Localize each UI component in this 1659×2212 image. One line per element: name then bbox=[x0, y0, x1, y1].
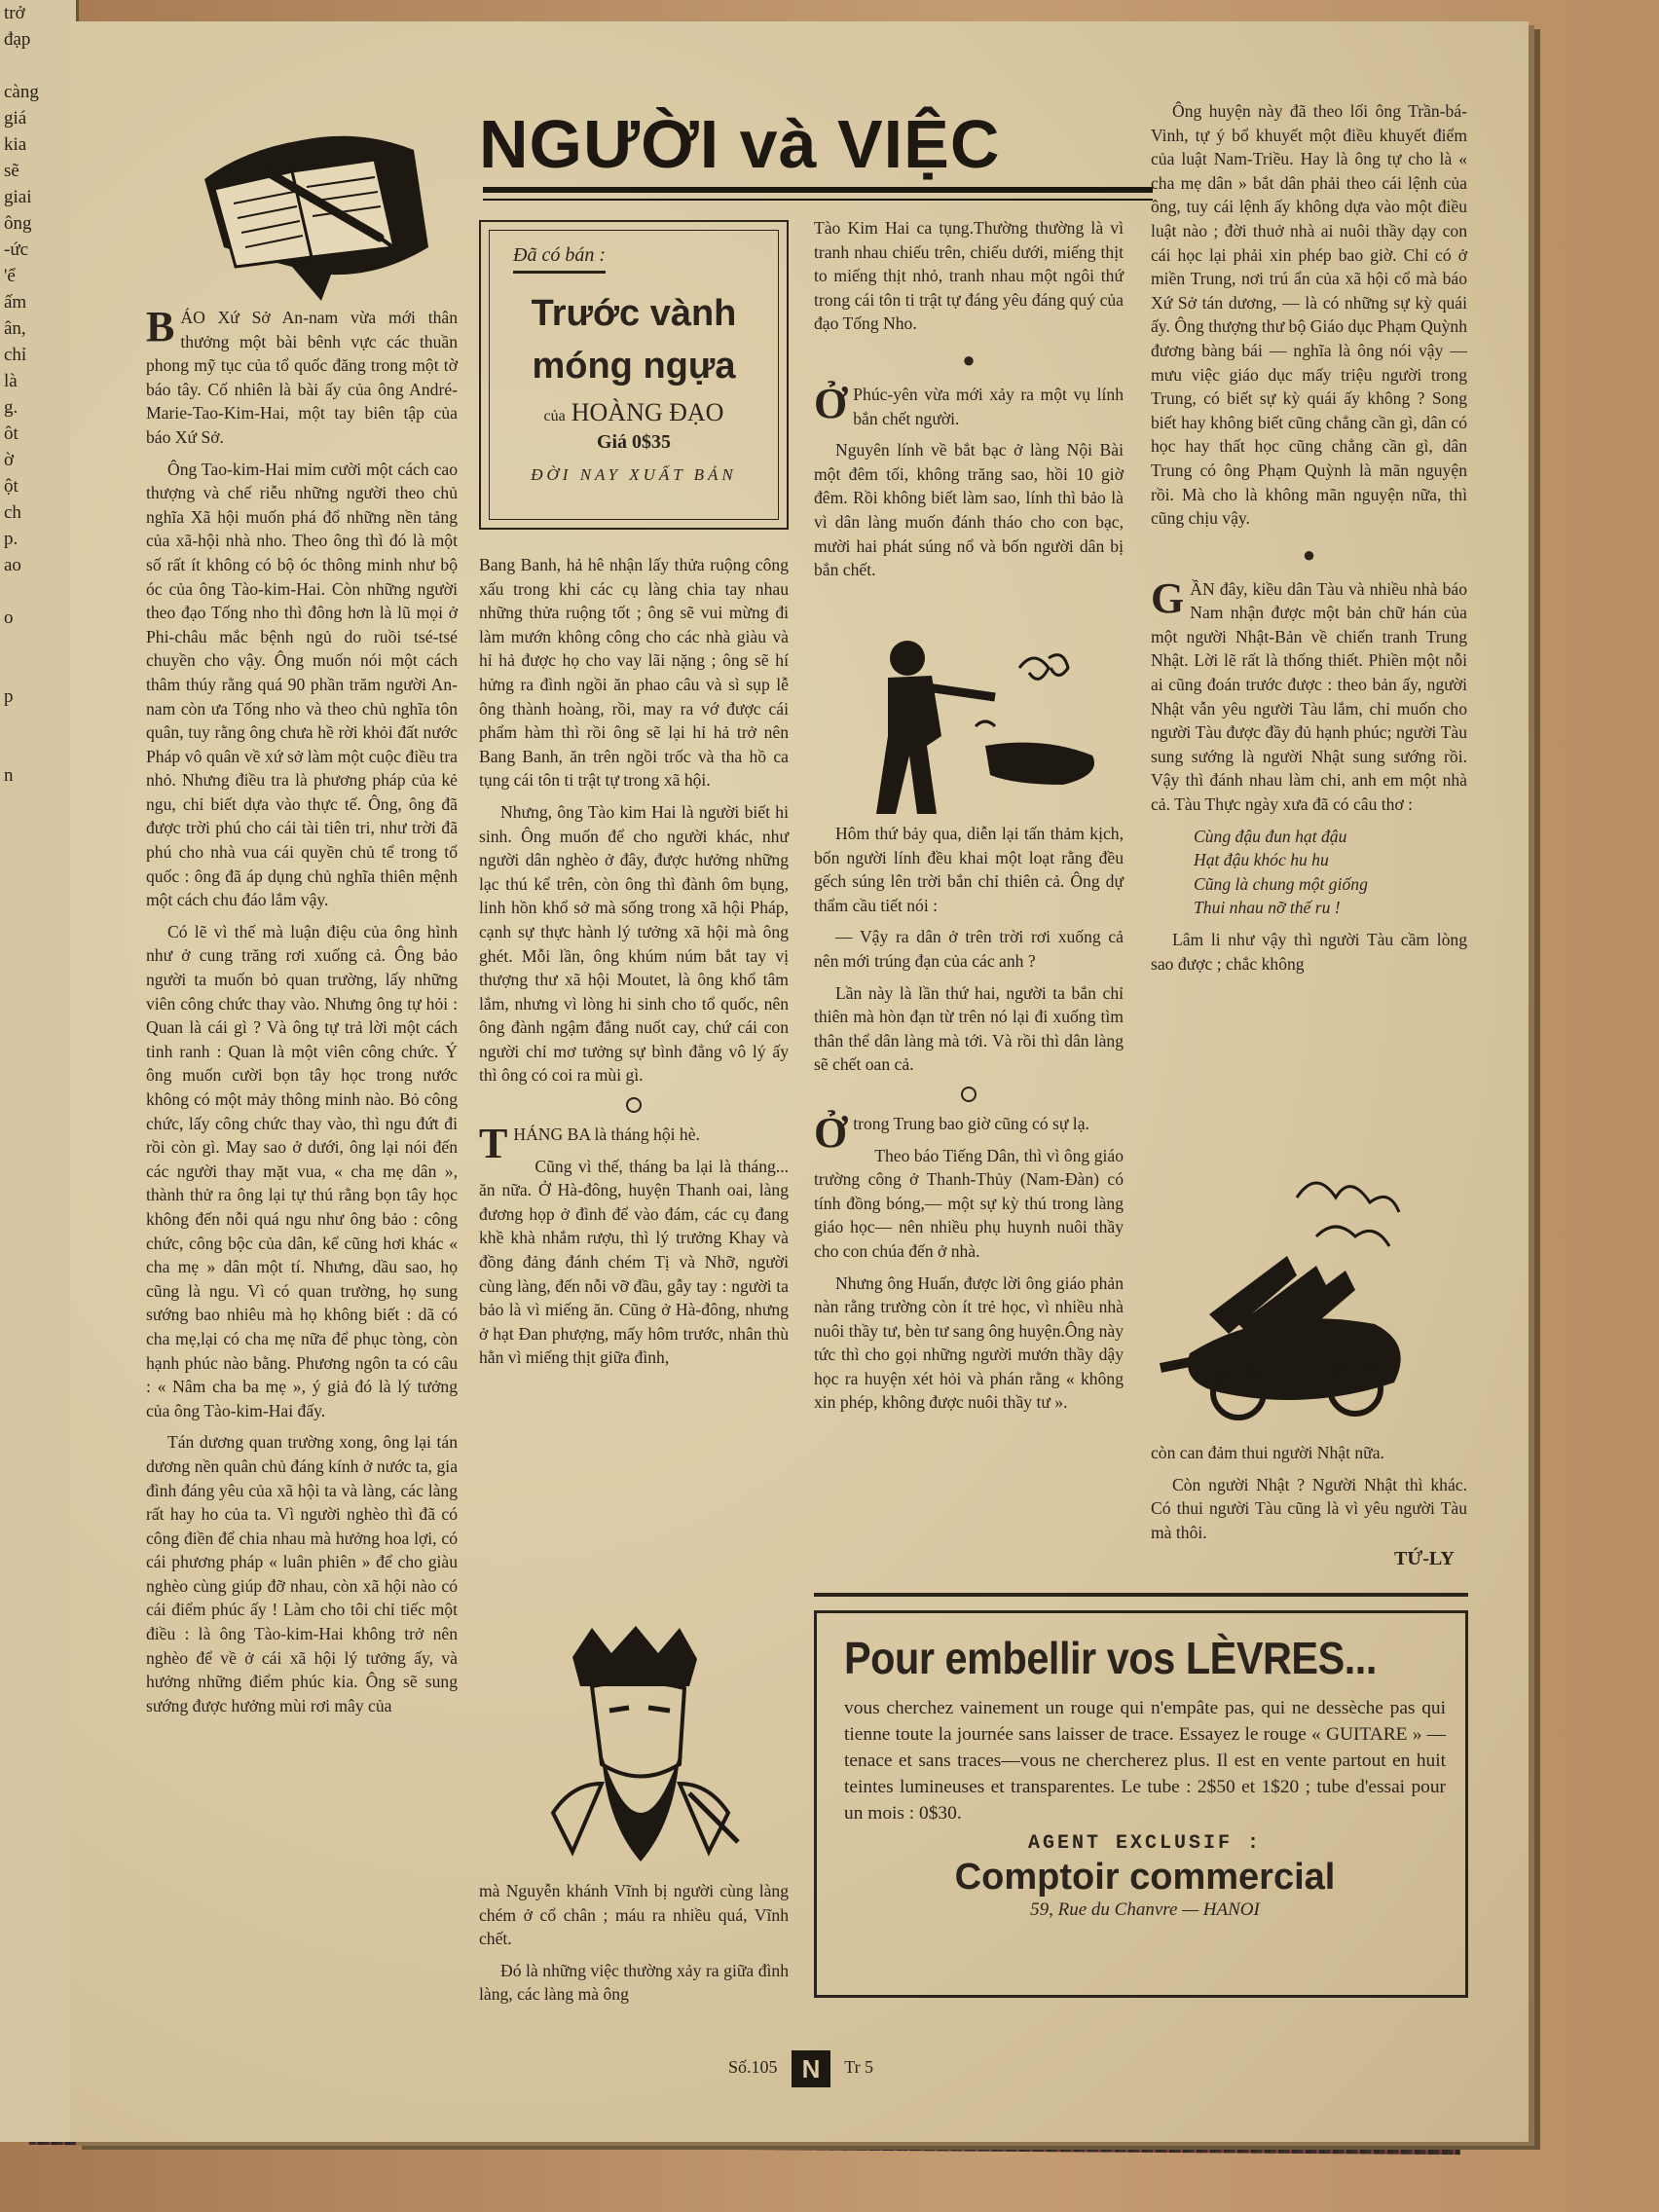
previous-page-fragment: n bbox=[4, 765, 14, 786]
poem-line: Hạt đậu khóc hu hu bbox=[1194, 850, 1329, 870]
paragraph: Còn người Nhật ? Người Nhật thì khác. Có thui người Tàu cũng là vì yêu người Tàu mà thôi. bbox=[1151, 1474, 1467, 1542]
paragraph: BÁO Xứ Sở An-nam vừa mới thân thưởng một bài bênh vực các thuần phong mỹ tục của tổ quốc đăng trong một tờ báo tây. Cố nhiên là bài ấy của ông André-Marie-Tao-Kim-Hai, một tay biên tập của báo Xứ Sở. bbox=[146, 303, 458, 447]
drop-cap: G bbox=[1151, 573, 1185, 622]
paragraph: Theo báo Tiếng Dân, thì vì ông giáo trường công ở Thanh-Thủy (Nam-Đàn) có tính đồng bóng,— một sự kỳ thú trong làng giáo học— nên nhiều phụ huynh nuôi thầy cho con chúa đến ở nhà. bbox=[814, 1145, 1124, 1261]
drop-cap: Ở bbox=[814, 379, 848, 427]
book-publisher: ĐỜI NAY XUẤT BẢN bbox=[531, 465, 737, 484]
previous-page-fragment: ấm bbox=[4, 292, 27, 313]
advert-kicker: Đã có bán : bbox=[513, 244, 606, 274]
previous-page-fragment: là bbox=[4, 371, 18, 391]
book-title: Trước vành móng ngựa bbox=[531, 293, 737, 387]
previous-page-fragment: o bbox=[4, 608, 14, 628]
advert-agent: AGENT EXCLUSIF : bbox=[1027, 1832, 1263, 1855]
paragraph: Ởtrong Trung bao giờ cũng có sự lạ. bbox=[814, 1108, 1089, 1157]
poem-line: Cũng là chung một giống bbox=[1194, 873, 1368, 894]
book-advert-frame bbox=[489, 230, 779, 520]
previous-page-fragment bbox=[0, 578, 76, 605]
page-title: NGƯỜI và VIỆC bbox=[479, 106, 1001, 182]
previous-page-fragment: kia bbox=[4, 134, 27, 155]
advert-headline: Pour embellir vos LÈVRES... bbox=[844, 1633, 1377, 1683]
poem-line: Thui nhau nỡ thế ru ! bbox=[1194, 898, 1341, 918]
author-signature: TỨ-LY bbox=[1394, 1548, 1455, 1569]
column-4-bottom bbox=[1151, 1441, 1467, 1552]
previous-page-fragment: càng bbox=[4, 82, 39, 102]
previous-page-fragment: sẽ bbox=[4, 161, 19, 181]
lipstick-advert bbox=[814, 1610, 1468, 1998]
previous-page-fragment bbox=[0, 631, 76, 657]
page-footer bbox=[728, 2050, 873, 2087]
newspaper-logo: N bbox=[792, 2050, 830, 2087]
previous-page-fragment: ông bbox=[4, 213, 32, 234]
paragraph: mà Nguyễn khánh Vĩnh bị người cùng làng chém ở cổ chân ; máu ra nhiều quá, Vĩnh chết. bbox=[479, 1881, 789, 1949]
previous-page-fragment bbox=[0, 789, 76, 815]
advert-address: 59, Rue du Chanvre — HANOI bbox=[1030, 1899, 1260, 1920]
section-separator-ring bbox=[626, 1097, 642, 1113]
previous-page-fragment: g. bbox=[4, 397, 18, 418]
previous-page-fragment: -ức bbox=[4, 240, 29, 260]
book-and-pen-illustration bbox=[185, 111, 438, 301]
previous-page-fragment: giai bbox=[4, 187, 32, 207]
section-separator-dot: ● bbox=[962, 347, 976, 372]
paragraph: Ông Tao-kim-Hai mỉm cười một cách cao thượng và chế riễu những người theo chủ nghĩa Xã hội muốn phá đổ những nền tảng của xã-hội nhà nho. Theo ông thì đó là một số rất ít không có bộ óc thông minh như bộ óc của ông Tào-kim-Hai. Còn những người theo đạo Tống nho thì đông hơn là lũ mọi ở Phi-châu mắc bệnh ngủ do ruồi tsé-tsé chuyền cho vậy. Ông muốn nói một cách thâm thúy rằng quá 90 phần trăm người An-nam còn ưa Tống nho và theo chủ nghĩa tôn quân, tuy rằng ông chưa hề rời khỏi đất nước Pháp vô quân về xứ sở làm một cuộc điều tra nhỏ. Nhưng điều tra là phương pháp của kẻ ngu, chỉ biết dựa vào thực tế. Ông, ông đã được trời phú cho cái tài tiên tri, như trời đã phú cho nhà vua cái quyền chủ tể trong tổ quốc : ông đã áp dụng chủ nghĩa thiên mệnh một cách chu đáo lắm vậy. bbox=[146, 459, 458, 910]
previous-page-fragment: trở bbox=[4, 3, 25, 23]
cannon-illustration bbox=[1151, 1159, 1472, 1441]
previous-page-fragment bbox=[0, 53, 76, 79]
section-separator-dot: ● bbox=[1302, 541, 1316, 567]
previous-page-fragment: ôt bbox=[4, 424, 18, 444]
paragraph: THÁNG BA là tháng hội hè. bbox=[479, 1120, 700, 1168]
title-rule-thin bbox=[483, 199, 1153, 201]
paragraph: Ở Phúc-yên vừa mới xảy ra một vụ lính bắn chết người. bbox=[814, 379, 1124, 428]
previous-page-edge bbox=[0, 0, 79, 2142]
paragraph: Tán dương quan trường xong, ông lại tán dương nền quân chủ đáng kính ở nước ta, gia đình đáng yêu của xã hội ta và làng, các làng rất hay ho của ta. Vì người nghèo thì đã có công điền để chia nhau mà hưởng hoa lợi, có cái phương pháp « luân phiên » để cho giàu nghèo cùng giúp đỡ nhau, còn xã hội nào có cái điểm phúc ấy ! Làm cho tôi chỉ tiếc một điều : là ông Tào-kim-Hai không trở nên nghèo để về ở cái xã hội lý tưởng ấy, và hưởng những điểm phúc kia. Ông sẽ sung sướng được hưởng mùi rơi mây của bbox=[146, 1432, 458, 1715]
previous-page-fragment: đạp bbox=[4, 29, 31, 50]
advert-body: vous cherchez vainement un rouge qui n'empâte pas, qui ne dessèche pas qui tienne toute la journée sans laisser de trace. Essayez le rouge « GUITARE » — tenace et sans traces—vous ne chercherez plus. Il est en vente partout en huit teintes lumineuses et transparentes. Le tube : 2$50 et 1$20 ; tube d'essai pour un mois : 0$30. bbox=[844, 1698, 1446, 1824]
title-rule bbox=[483, 187, 1153, 193]
paragraph: Cũng vì thế, tháng ba lại là tháng... ăn nữa. Ở Hà-đông, huyện Thanh oai, làng đương họp ở đình để vào đám, các cụ đang khề khà nhắm rượu, thì lý trưởng Khay và đồng đảng đánh chém Tị và Nhỡ, người cùng làng, đến nỗi vỡ đầu, gẫy tay : người ta bảo là vì miếng ăn. Cũng ở Hà-đông, nhưng ở hạt Đan phượng, mấy hôm trước, nhân thù hằn vì miếng thịt giữa đình, bbox=[479, 1156, 789, 1368]
paragraph: Lần này là lần thứ hai, người ta bắn chỉ thiên mà hòn đạn từ trên nó lại đi xuống tìm thân thể dân làng mà tới. Và rồi thì dân làng sẽ chết oan cả. bbox=[814, 982, 1124, 1075]
newspaper-page bbox=[70, 21, 1529, 2142]
book-advert bbox=[479, 220, 789, 530]
column-4 bbox=[1151, 99, 1467, 983]
paragraph: Đó là những việc thường xảy ra giữa đình làng, các làng mà ông bbox=[479, 1960, 789, 2005]
drop-cap: B bbox=[146, 303, 175, 350]
previous-page-fragment: ch bbox=[4, 502, 21, 523]
book-price: Giá 0$35 bbox=[596, 431, 672, 453]
drop-cap: T bbox=[479, 1120, 508, 1168]
advert-top-rule bbox=[814, 1593, 1468, 1597]
paragraph: — Vậy ra dân ở trên trời rơi xuống cả nên mới trúng đạn của các anh ? bbox=[814, 927, 1124, 971]
column-3-middle bbox=[814, 822, 1124, 1422]
column-3 bbox=[814, 216, 1124, 590]
advert-company: Comptoir commercial bbox=[954, 1857, 1336, 1898]
previous-page-fragment: ân, bbox=[4, 318, 26, 339]
previous-page-fragment: ờ bbox=[4, 450, 15, 470]
column-1 bbox=[146, 303, 458, 1725]
column-2 bbox=[479, 553, 789, 1378]
paragraph: Nhưng, ông Tào kim Hai là người biết hi sinh. Ông muốn để cho người khác, như người dân nghèo ở đây, được hưởng những lạc thú kể trên, còn ông thì đành ôm bụng, linh hồn khổ sở mà sống trong xã hội Pháp, cạnh sự thực hành lý tưởng xã hội mà ông ghét. Mỗi lần, ông khúm núm bắt tay vị thượng thư xã hội Moutet, là ông khổ tâm lắm, nhưng vì lòng hi sinh cho tổ quốc, nên ông đành ngậm đắng nuốt cay, chứ cái con người chỉ mơ tưởng sự bình đẳng vô lý ấy thì ông có coi ra mùi gì. bbox=[479, 801, 789, 1086]
drop-cap: Ở bbox=[814, 1108, 848, 1157]
soldier-shooting-illustration bbox=[849, 629, 1122, 824]
previous-page-fragment: p. bbox=[4, 529, 18, 549]
paragraph: Nhưng ông Huấn, được lời ông giáo phản nàn rằng trường còn ít trẻ học, vì nhiều nhà nuôi thầy tư, bèn tư sang ông huyện.Ông này tức thì cho gọi những người mướn thầy dậy học ra huyện xét hỏi và phán rằng « không xin phép, không được nuôi thầy tư ». bbox=[814, 1272, 1124, 1413]
paragraph: GẦN đây, kiều dân Tàu và nhiều nhà báo Nam nhận được một bản chữ hán của một người Nhật-Bản về chiến tranh Trung Nhật. Lời lẽ rất là thống thiết. Phiền một nỗi ai cũng đoán trước được : theo bản ấy, người Nhật vẫn yêu người Tàu lắm, chỉ muốn cho người Tàu được đầy đủ hạnh phúc; người Tàu sung sướng là người Nhật sung sướng rồi. Vậy thì đánh nhau làm chi, anh em một nhà cả. Tàu Thực ngày xưa đã có câu thơ : bbox=[1151, 573, 1467, 815]
paragraph: Ông huyện này đã theo lối ông Trần-bá-Vinh, tự ý bổ khuyết một điều khuyết điểm của luật Nam-Triều. Hay là ông tự cho là « cha mẹ dân » bắt dân phải theo cái lệnh của ông, tuy cái lệnh ấy không dựa vào một điều luật nào ; đời thuở nhà ai nuôi thầy dạy con cái học lại phải xin phép bao giờ. Chỉ có ở miền Trung, nơi trú ẩn của xã hội cổ mà báo Xứ Sở tán dương, — là có những sự kỳ quái ấy. Ông thượng thư bộ Giáo dục Phạm Quỳnh đương bàng bái — nghĩa là ông nói vậy — mưu việc giáo dục mấy triệu người trong Trung, có biết sự kỳ quái ấy không ? Song biết hay không biết cũng chẳng cần gì, dân có học hay thất học cũng chẳng cần gì, dân Trung có ông Phạm Quỳnh là mãn nguyện rồi. Mà cho là không mãn nguyện nữa, thì cũng chịu vậy. bbox=[1151, 101, 1467, 529]
paragraph: Nguyên lính về bắt bạc ở làng Nội Bài một đêm tối, không trăng sao, hồi 10 giờ đêm. Rồi không biết làm sao, lính thì bảo là vì dân làng muốn đánh tháo cho con bạc, mười hai phát súng nổ và bốn người dân bị bắn chết. bbox=[814, 440, 1124, 580]
mandarin-illustration bbox=[534, 1618, 748, 1881]
paragraph: Có lẽ vì thế mà luận điệu của ông hình như ở cung trăng rơi xuống cả. Ông bảo người ta muốn bỏ quan trường, lấy những viên công chức thay vào. Nhưng ông tự hỏi : Quan là cái gì ? Và ông tự trả lời một cách tinh ranh : Quan là một viên công chức. Ý ông muốn cười bọn tây học trong nước không có một mảy thông minh nào. Bỏ công chức, lấy công chức thay vào, thì ngu đứt đi rồi còn gì. May sao ở dưới, ông lại nói đến các người thay mặt vua, « cha mẹ dân », thành thử ra ông lại tự thú rằng bọn tây học không đến nỗi quá ngu như ông bảo : công chức, công bộc của dân, kể cũng hơi khác « cha mẹ » dân một tí. Nhưng, dầu sao, họ cũng là ngu. Vì có quan trường, họ sung sướng bao nhiêu mà họ không biết : dã có cha mẹ,lại có cha mẹ nữa để phục tòng, còn hạnh phúc nào bằng. Phương ngôn ta có câu : « Nâm cha ba mẹ », ý giả đó là lý tưởng của ông Tào-kim-Hai đấy. bbox=[146, 921, 458, 1420]
previous-page-fragment: 'ể bbox=[4, 266, 16, 286]
issue-number: Số.105 bbox=[728, 2057, 778, 2078]
book-author: của HOÀNG ĐẠO bbox=[543, 398, 724, 426]
previous-page-fragment: ao bbox=[4, 555, 21, 575]
poem-line: Cùng đậu đun hạt đậu bbox=[1194, 826, 1347, 846]
section-separator-ring bbox=[961, 1087, 977, 1102]
previous-page-fragment: chỉ bbox=[4, 345, 27, 365]
paragraph: Hôm thứ bảy qua, diễn lại tấn thảm kịch, bốn người lính đều khai một loạt rằng đều gếch súng lên trời bắn chỉ thiên cả. Ông dự thẩm cầu tiết nói : bbox=[814, 824, 1124, 915]
previous-page-fragment: ột bbox=[4, 476, 18, 497]
previous-page-fragment: p bbox=[4, 686, 14, 707]
previous-page-fragment bbox=[0, 736, 76, 762]
previous-page-fragment bbox=[0, 657, 76, 683]
paragraph: Lâm li như vậy thì người Tàu cầm lòng sao được ; chắc không bbox=[1151, 930, 1467, 974]
column-2-bottom bbox=[479, 1879, 789, 2014]
page-number: Tr 5 bbox=[844, 2057, 874, 2078]
previous-page-fragment bbox=[0, 710, 76, 736]
paragraph: Bang Banh, hả hê nhận lấy thửa ruộng công xấu trong khi các cụ làng chia tay nhau những thửa ruộng tốt ; ông sẽ vui mừng đi làm mướn không công cho các nhà giàu và hỉ hả được họ cho vay lãi nặng ; ông sẽ hí hửng ra đình ngồi ăn phao câu và sì sụp lễ ông thành hoàng, rồi, may ra vớ được cái phẩm hàm thì rồi ông sẽ lại hỉ hả trở nên Bang Banh, ăn trên ngồi trốc và tha hồ ca tụng cái tôn ti trật tự trong xã hội. bbox=[479, 555, 789, 791]
paragraph: Tào Kim Hai ca tụng.Thường thường là vì tranh nhau chiếu trên, chiếu dưới, miếng thịt to miếng thịt nhỏ, tranh nhau một ngôi thứ trong cái tôn ti trật tự đáng yêu đáng quý của đạo Tống Nho. bbox=[814, 218, 1124, 334]
paragraph: còn can đảm thui người Nhật nữa. bbox=[1151, 1443, 1384, 1462]
previous-page-fragment: giá bbox=[4, 108, 27, 129]
